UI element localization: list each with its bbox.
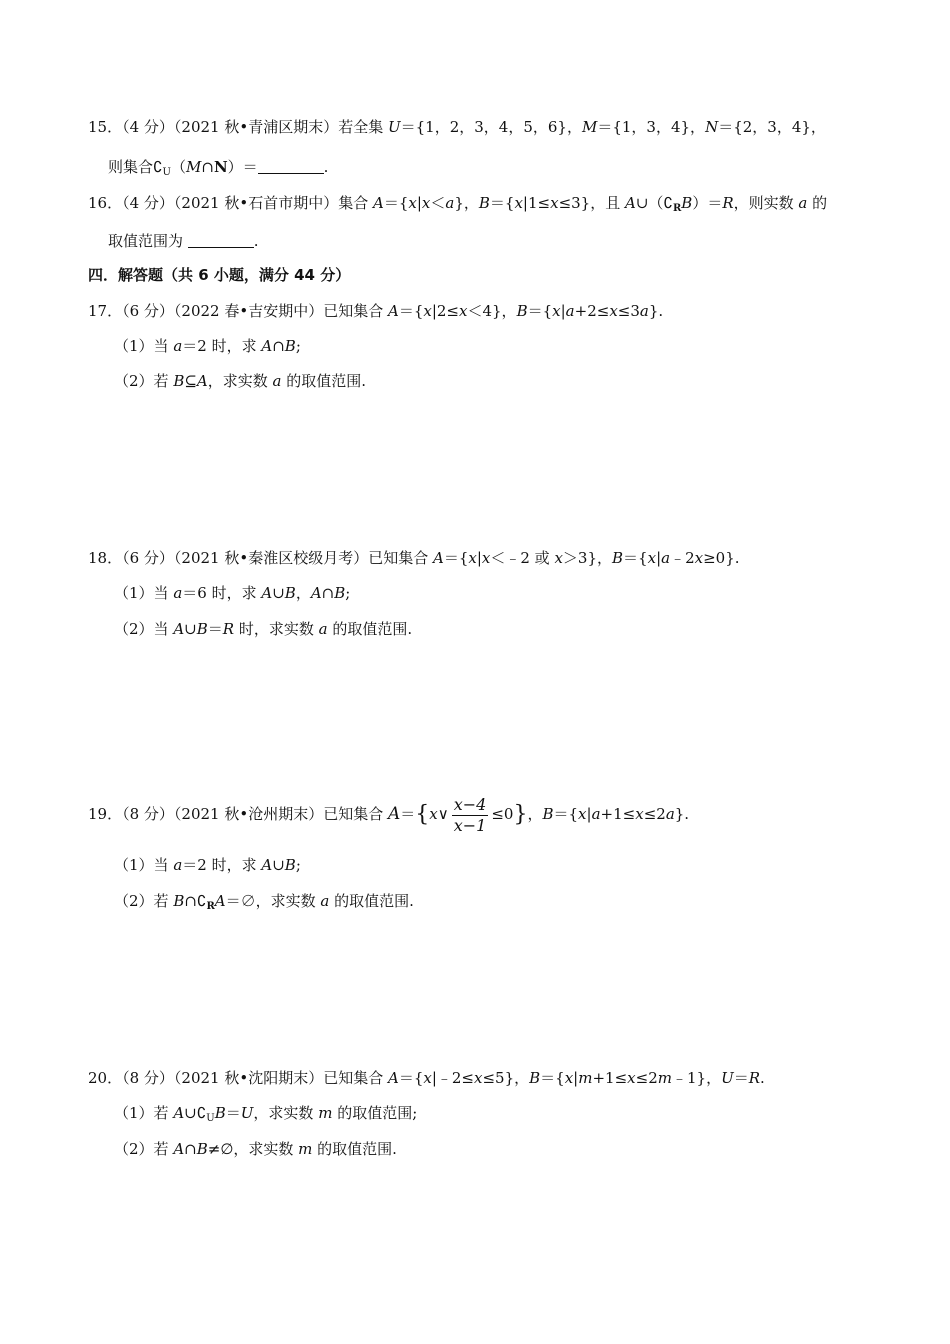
- q20-part1: （1）若 $A\cup∁_UB=U$，求实数 m 的取值范围;: [114, 1104, 418, 1124]
- fraction: $\frac{x-4}{x-1}$: [453, 794, 487, 835]
- answer-blank[interactable]: [258, 159, 324, 174]
- q16-line2: 取值范围为 .: [108, 232, 259, 250]
- section-heading: 四．解答题（共 6 小题，满分 44 分）: [88, 266, 351, 284]
- q18-part2: （2）当 A∪B＝R 时，求实数 a 的取值范围.: [114, 620, 413, 638]
- q18-part1: （1）当 a＝6 时，求 A∪B，A∩B;: [114, 584, 351, 602]
- q20-stem: 20．（8 分）（2021 秋•沈阳期末）已知集合 A＝{x|﹣2≤x≤5}，B＝{x|m+1≤x≤2m﹣1}，U＝R.: [88, 1069, 765, 1087]
- q19-part1: （1）当 a＝2 时，求 A∪B;: [114, 856, 301, 874]
- q15-line2: 则集合$∁_U(M\cap N)=$ .: [108, 158, 329, 178]
- q15-line1: 15．（4 分）（2021 秋•青浦区期末）若全集 U＝{1，2，3，4，5，6}，M＝{1，3，4}，N＝{2，3，4}，: [88, 118, 826, 136]
- q17-part2: （2）若 B⊆A，求实数 a 的取值范围.: [114, 372, 367, 390]
- q16-line1: 16．（4 分）（2021 秋•石首市期中）集合 A＝{x|x＜a}，B＝{x|1≤x≤3}，且 $A\cup(∁_RB)=R$，则实数 a 的: [88, 194, 828, 214]
- answer-blank[interactable]: [188, 233, 254, 248]
- q19-part2: （2）若 $B\cap∁_RA=\emptyset$，求实数 a 的取值范围.: [114, 892, 414, 912]
- q20-part2: （2）若 A∩B≠∅，求实数 m 的取值范围.: [114, 1140, 397, 1158]
- q17-part1: （1）当 a＝2 时，求 A∩B;: [114, 337, 301, 355]
- q17-stem: 17．（6 分）（2022 春•吉安期中）已知集合 A＝{x|2≤x＜4}，B＝{x|a+2≤x≤3a}.: [88, 302, 664, 320]
- q19-stem: 19．（8 分）（2021 秋•沧州期末）已知集合 A＝{x∨ $\frac{x-4}{x-1}$ ≤0}，B＝{x|a+1≤x≤2a}.: [88, 794, 690, 835]
- q18-stem: 18．（6 分）（2021 秋•秦淮区校级月考）已知集合 A＝{x|x＜﹣2 或 x＞3}，B＝{x|a﹣2x≥0}.: [88, 549, 740, 567]
